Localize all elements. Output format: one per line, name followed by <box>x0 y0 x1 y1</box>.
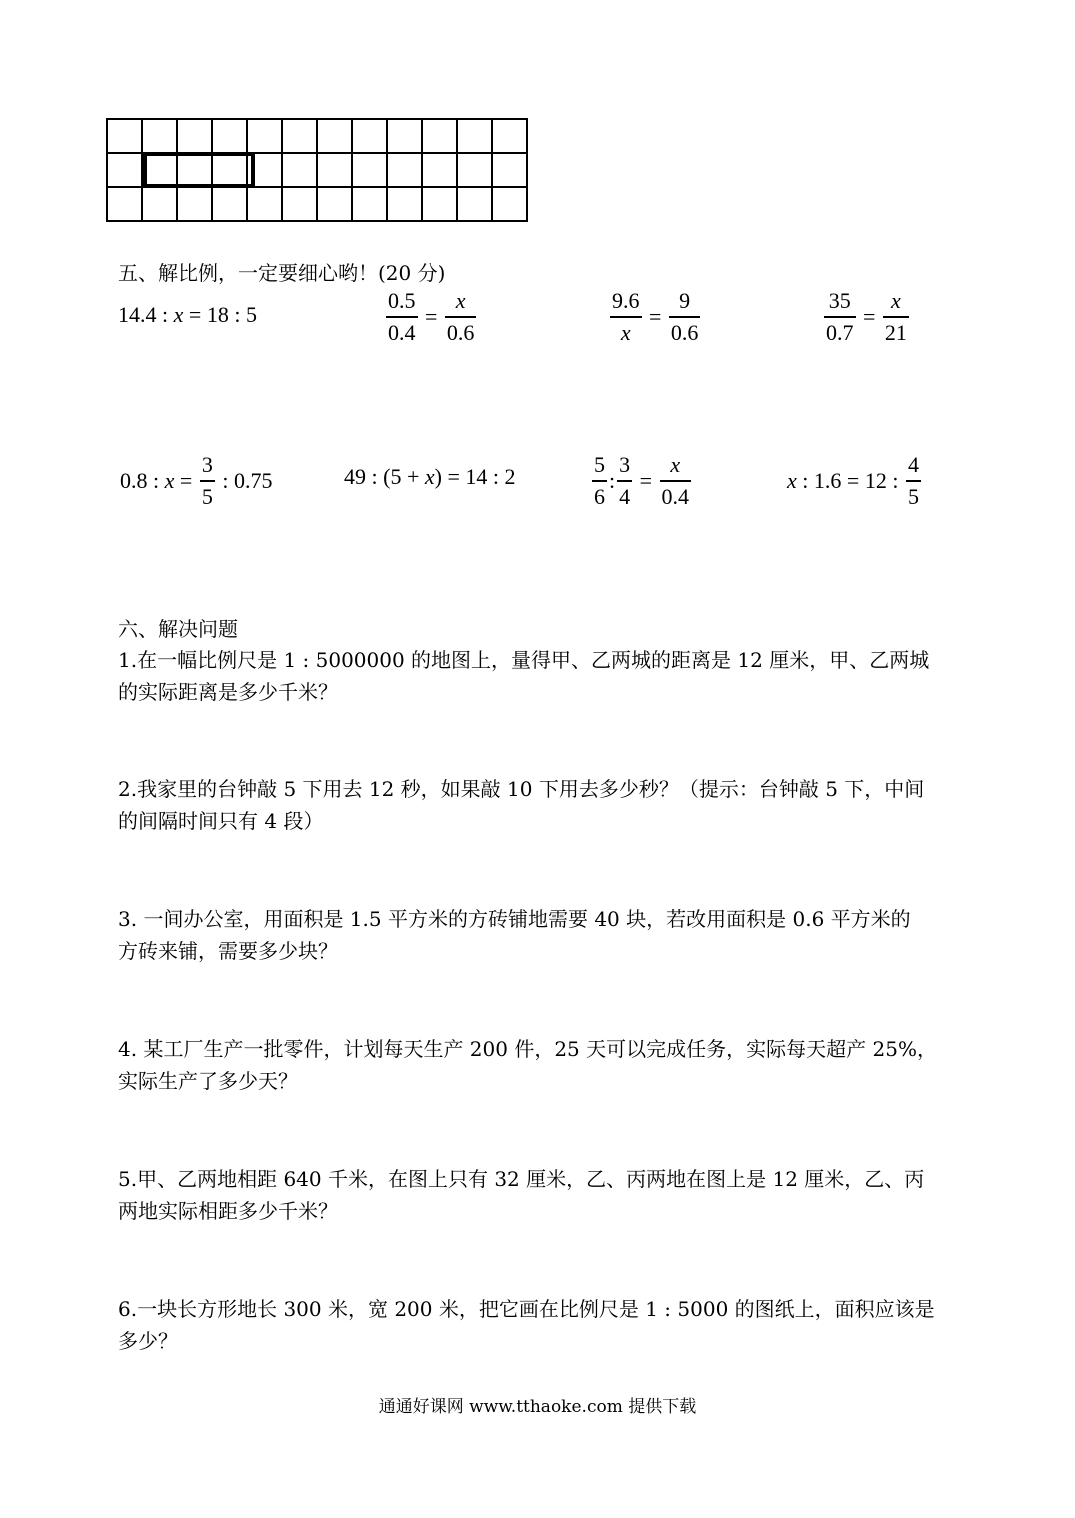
fraction: $\frac{3}{5}$ <box>200 450 215 512</box>
fraction: $\frac{x}{0.4}$ <box>660 450 692 512</box>
equation-1: 14.4 : x = 18 : 5 <box>118 302 257 327</box>
equation-6: 49 : ( 5 + x ) = 14 : 2 <box>344 464 516 489</box>
fraction: $\frac{35}{0.7}$ <box>824 286 856 348</box>
equation-3: $\frac{9.6}{x}$ = $\frac{9}{0.6}$ <box>608 286 702 348</box>
equation-4: $\frac{35}{0.7}$ = $\frac{x}{21}$ <box>822 286 911 348</box>
problem-6: 6.一块长方形地长 300 米，宽 200 米，把它画在比例尺是 1 : 5000 的图纸上，面积应该是 多少？ <box>118 1297 935 1353</box>
equation-8: x : 1.6 = 12 : $\frac{4}{5}$ <box>787 450 923 512</box>
problem-5: 5.甲、乙两地相距 640 千米，在图上只有 32 厘米，乙、丙两地在图上是 12 厘米，乙、丙 两地实际相距多少千米？ <box>118 1167 925 1223</box>
section5-title: 五、解比例，一定要细心哟！(20 分) <box>118 261 446 285</box>
fraction: $\frac{5}{6}$ <box>592 450 607 512</box>
problem-2: 2.我家里的台钟敲 5 下用去 12 秒，如果敲 10 下用去多少秒？（提示：台钟敲 5 下，中间 的间隔时间只有 4 段） <box>118 777 925 833</box>
problem-4: 4. 某工厂生产一批零件，计划每天生产 200 件，25 天可以完成任务，实际每天超产 25%， 实际生产了多少天？ <box>118 1037 937 1093</box>
equation-2: $\frac{0.5}{0.4}$ = $\frac{x}{0.6}$ <box>384 286 478 348</box>
problem-1: 1.在一幅比例尺是 1 : 5000000 的地图上，量得甲、乙两城的距离是 12 厘米，甲、乙两城 的实际距离是多少千米？ <box>118 648 930 704</box>
problem-3: 3. 一间办公室，用面积是 1.5 平方米的方砖铺地需要 40 块，若改用面积是 0.6 平方米的 方砖来铺，需要多少块？ <box>118 907 911 963</box>
footer-text: 通通好课网 www.tthaoke.com 提供下载 <box>378 1397 697 1417</box>
equation-7: $\frac{5}{6}$ : $\frac{3}{4}$ = $\frac{x}{0.4}$ <box>590 450 693 512</box>
fraction: $\frac{x}{0.6}$ <box>445 286 477 348</box>
fraction: $\frac{0.5}{0.4}$ <box>386 286 418 348</box>
fraction: $\frac{3}{4}$ <box>617 450 632 512</box>
highlighted-rectangle <box>143 152 255 188</box>
equation-5: 0.8 : x = $\frac{3}{5}$ : 0.75 <box>120 450 272 512</box>
fraction: $\frac{9}{0.6}$ <box>669 286 701 348</box>
section6-title: 六、解决问题 <box>118 617 238 641</box>
fraction: $\frac{4}{5}$ <box>906 450 921 512</box>
fraction: $\frac{x}{21}$ <box>883 286 909 348</box>
fraction: $\frac{9.6}{x}$ <box>610 286 642 348</box>
